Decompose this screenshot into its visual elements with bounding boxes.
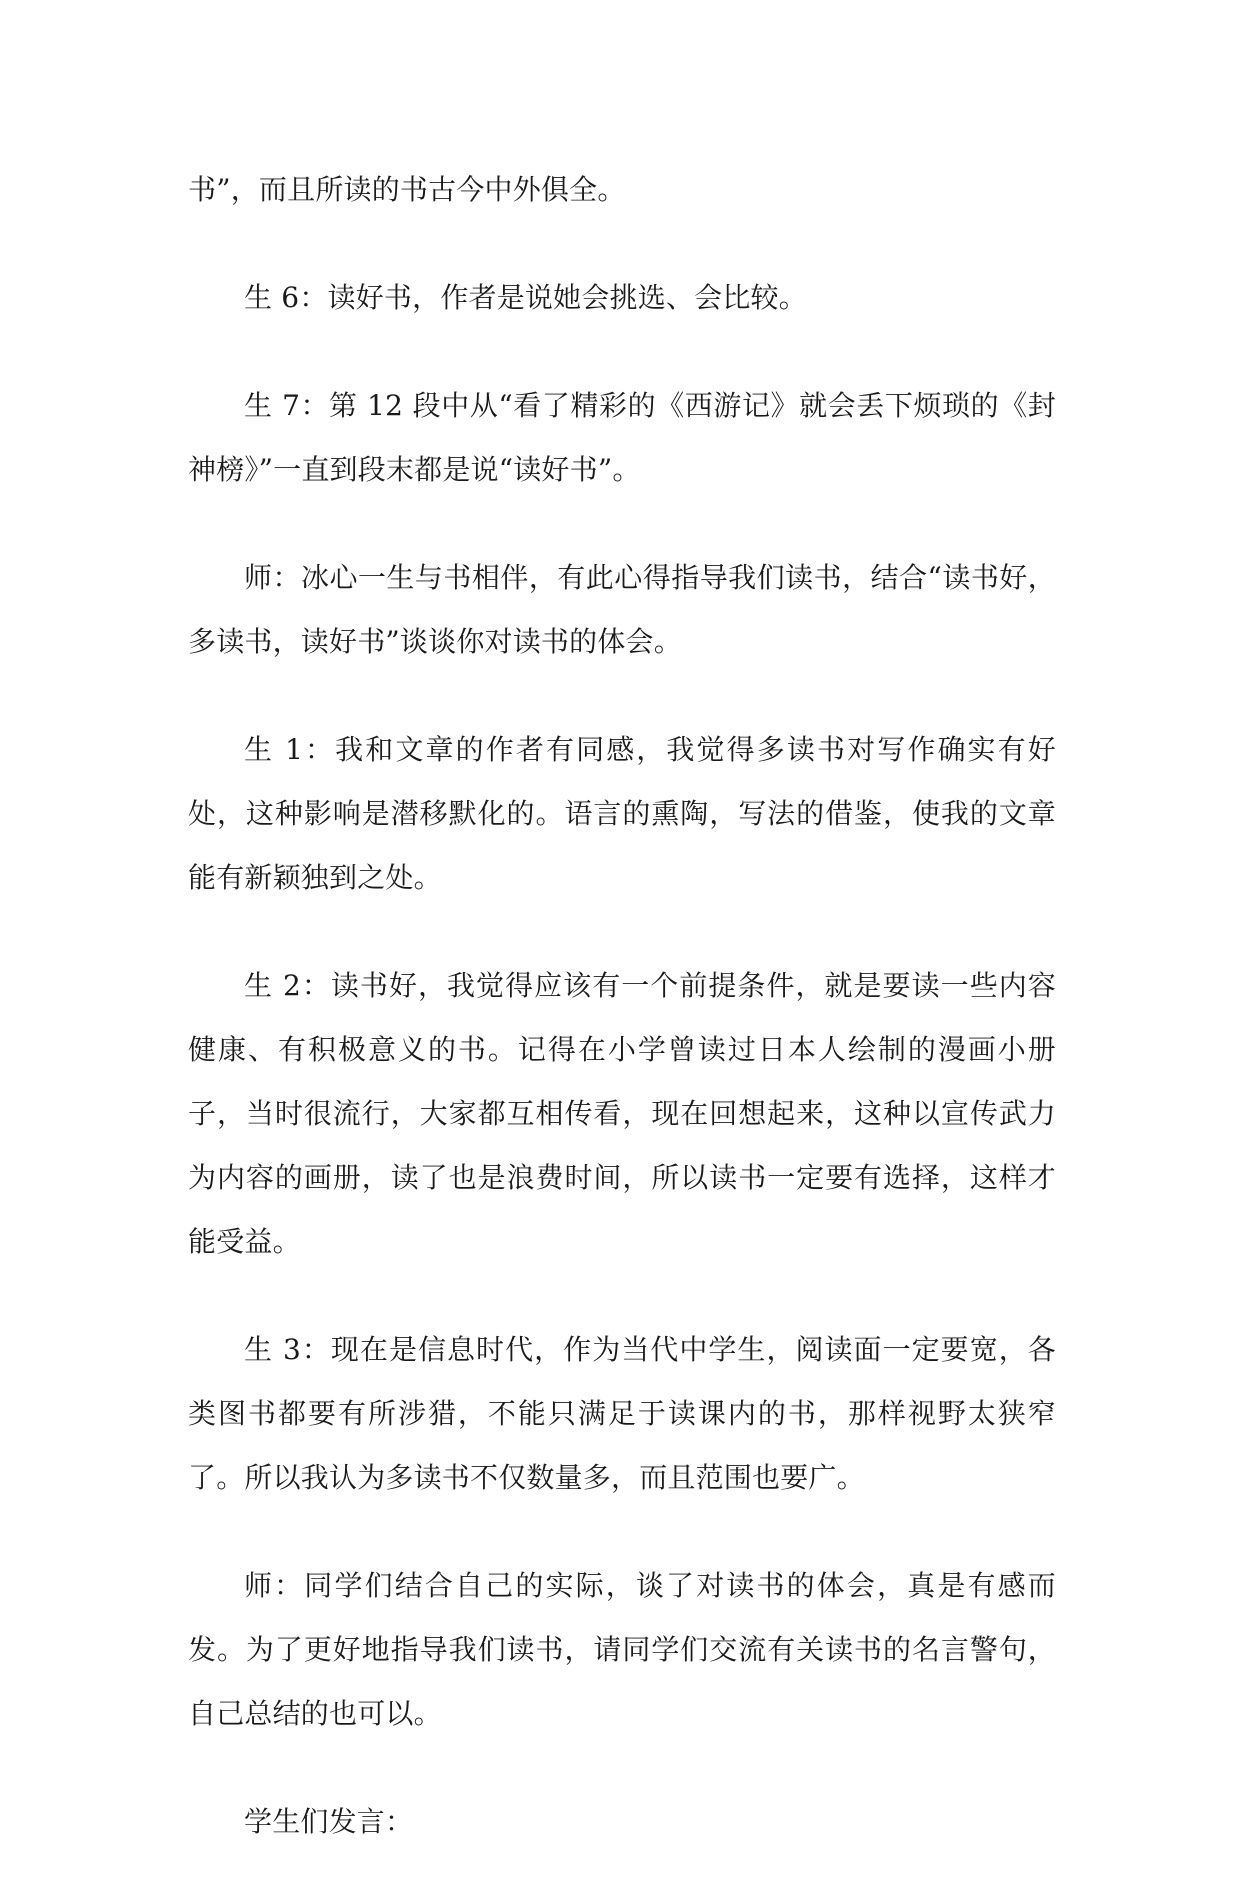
paragraph-student-6: 生 6：读好书，作者是说她会挑选、会比较。 <box>244 281 807 314</box>
paragraph-students-speak: 学生们发言： <box>244 1805 414 1838</box>
paragraph-continued: 书”，而且所读的书古今中外俱全。 <box>188 173 626 206</box>
document-body <box>188 158 1056 1898</box>
paragraph-student-3: 生 3：现在是信息时代，作为当代中学生，阅读面一定要宽，各类图书都要有所涉猎，不能只满足于读课内的书，那样视野太狭窄了。所以我认为多读书不仅数量多，而且范围也要广。 <box>188 1333 1056 1494</box>
paragraph-student-2: 生 2：读书好，我觉得应该有一个前提条件，就是要读一些内容健康、有积极意义的书。记得在小学曾读过日本人绘制的漫画小册子，当时很流行，大家都互相传看，现在回想起来，这种以宣传武力为内容的画册，读了也是浪费时间，所以读书一定要有选择，这样才能受益。 <box>188 969 1056 1258</box>
paragraph-teacher-2: 师：同学们结合自己的实际，谈了对读书的体会，真是有感而发。为了更好地指导我们读书，请同学们交流有关读书的名言警句，自己总结的也可以。 <box>188 1569 1056 1730</box>
paragraph-student-7: 生 7：第 12 段中从“看了精彩的《西游记》就会丢下烦琐的《封神榜》”一直到段末都是说“读好书”。 <box>188 389 1056 486</box>
paragraph-student-1: 生 1：我和文章的作者有同感，我觉得多读书对写作确实有好处，这种影响是潜移默化的。语言的熏陶，写法的借鉴，使我的文章能有新颖独到之处。 <box>188 733 1056 894</box>
paragraph-teacher-1: 师：冰心一生与书相伴，有此心得指导我们读书，结合“读书好，多读书，读好书”谈谈你对读书的体会。 <box>188 561 1056 658</box>
